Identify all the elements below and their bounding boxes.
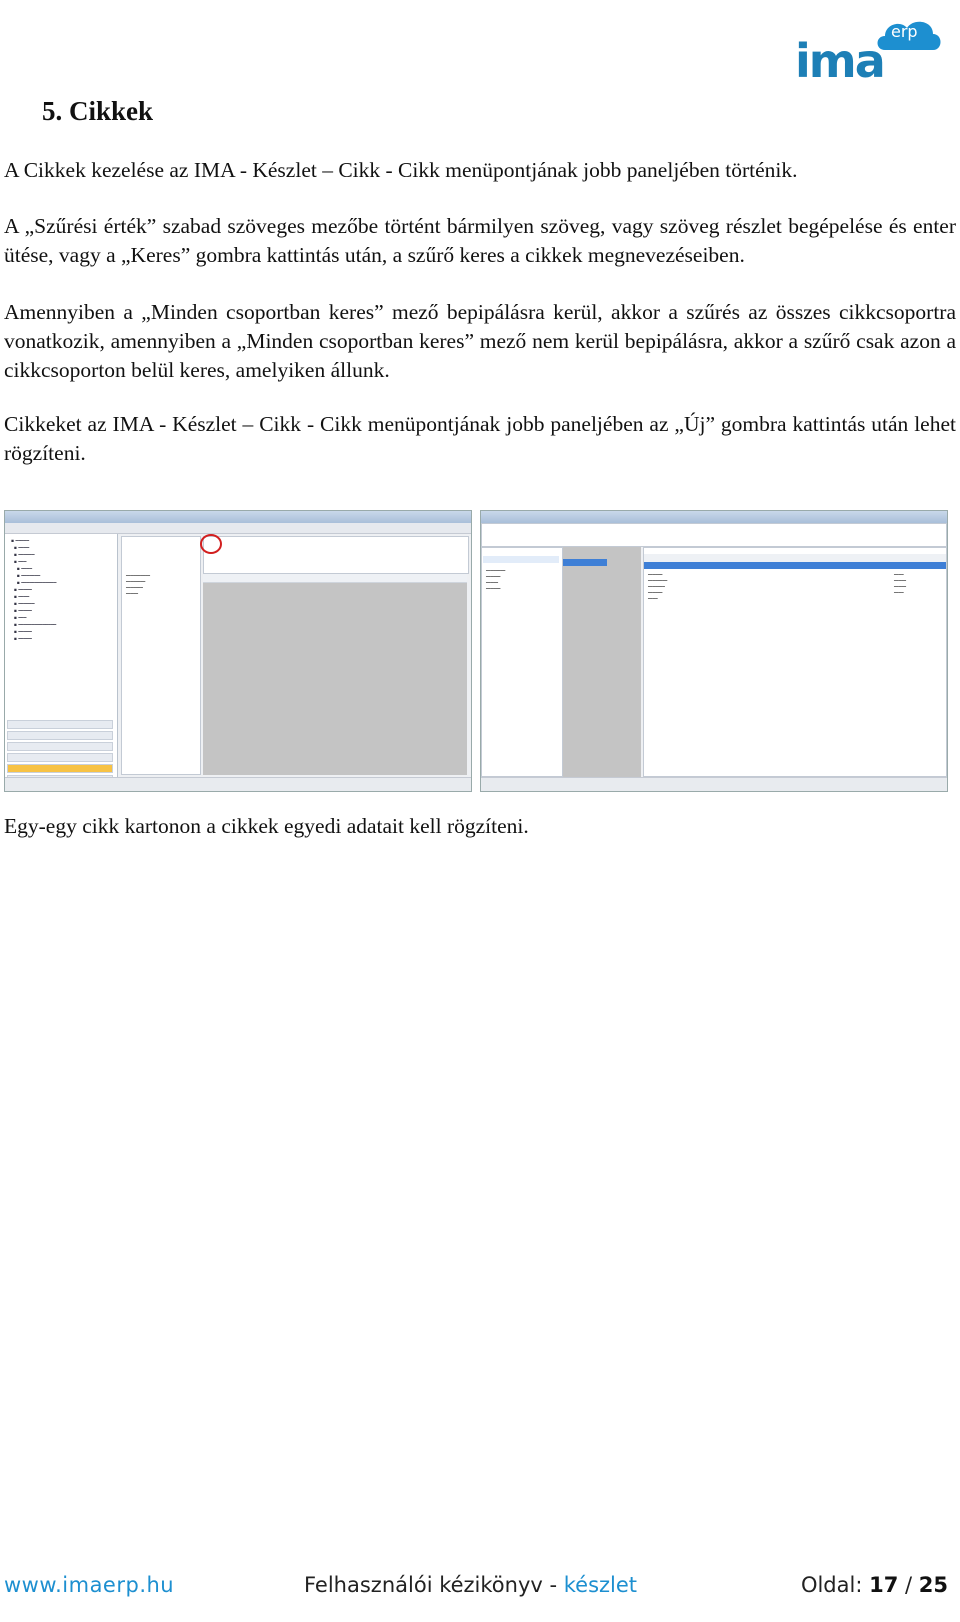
footer-title-accent: készlet [563,1573,638,1597]
paragraph-3: Amennyiben a „Minden csoportban keres” mező bepipálásra kerül, akkor a szűrés az összes cikkcsoportra vonatkozik, amennyiben a „Minden csoportban keres” mező nem kerül bepipálásra, akkor a szűrő csak azon a cikkcsoporton belül keres, amelyiken állunk. [4,300,956,382]
paragraph-4: Cikkeket az IMA - Készlet – Cikk - Cikk menüpontjának jobb paneljében az „Új” gombra kattintás után lehet rögzíteni. [4,412,956,465]
window-menubar [5,523,471,534]
page-separator: / [898,1573,919,1597]
paragraph-2: A „Szűrési érték” szabad szöveges mezőbe történt bármilyen szöveg, vagy szöveg részlet begépelése és enter ütése, vagy a „Keres” gombra kattintás után, a szűrő keres a cikkek megnevezéseiben. [4,214,956,267]
dialog-button-bar [481,777,947,791]
dialog-group-panel: ━━━━━━━━ ━━━━━━ ━━━━━ ━━━━━━ [481,547,563,777]
screenshot-selector-dialog [480,510,948,792]
nav-item-active [7,764,113,773]
page-label: Oldal: [800,1573,870,1597]
window-titlebar [5,511,471,523]
logo-badge: erp [891,22,918,41]
footer-page-number [801,1570,948,1600]
filter-toolbar [203,536,469,574]
dialog-filter-area [481,523,947,547]
group-tree-panel: ━━━━━━━━━━ ━━━━━━━━ ━━━━━━━ ━━━━━ [121,536,201,775]
footer-website-link[interactable]: www.imaerp.hu [4,1573,175,1597]
caption-text: Egy-egy cikk kartonon a cikkek egyedi adatait kell rögzíteni. [4,814,529,838]
page-total: 25 [918,1573,948,1597]
logo-text: ima [795,34,884,88]
footer-document-title [304,1570,637,1600]
window-statusbar [5,777,471,791]
screenshot-main-window [4,510,472,792]
footer-title-main: Felhasználói kézikönyv - [304,1573,564,1597]
page-current: 17 [869,1573,899,1597]
navigation-sidebar: ▪ ━━━━━ ▪ ━━━━ ▪ ━━━━━━ ▪ ━━━ ▪ ━━━━ ▪ ━━━━━━━ ▪ ━━━━━━━━━━━━━ ▪ ━━━━━ ▪ ━━━━ ▪ ━━━━━━ ▪ ━━━━━ ▪ ━━━ ▪ ━━━━━━━━━━━━━━ ▪ ━━━━━ ▪ ━━━━━ [5,534,118,777]
company-logo [795,12,945,86]
dialog-fields-panel: ━━━━━━ ━━━━━━━━ ━━━━━━━ ━━━━━━ ━━━━ ━━━━ ━━━━━ ━━━━━ ━━━━ [643,547,947,777]
dialog-titlebar [481,511,947,523]
new-button-highlight-circle [198,533,224,555]
paragraph-1: A Cikkek kezelése az IMA - Készlet – Cikk - Cikk menüpontjának jobb paneljében történik. [4,158,798,182]
items-grid-header [203,574,467,583]
section-heading: 5. Cikkek [42,96,154,126]
items-grid-empty [203,583,467,775]
dialog-template-column [563,547,641,777]
